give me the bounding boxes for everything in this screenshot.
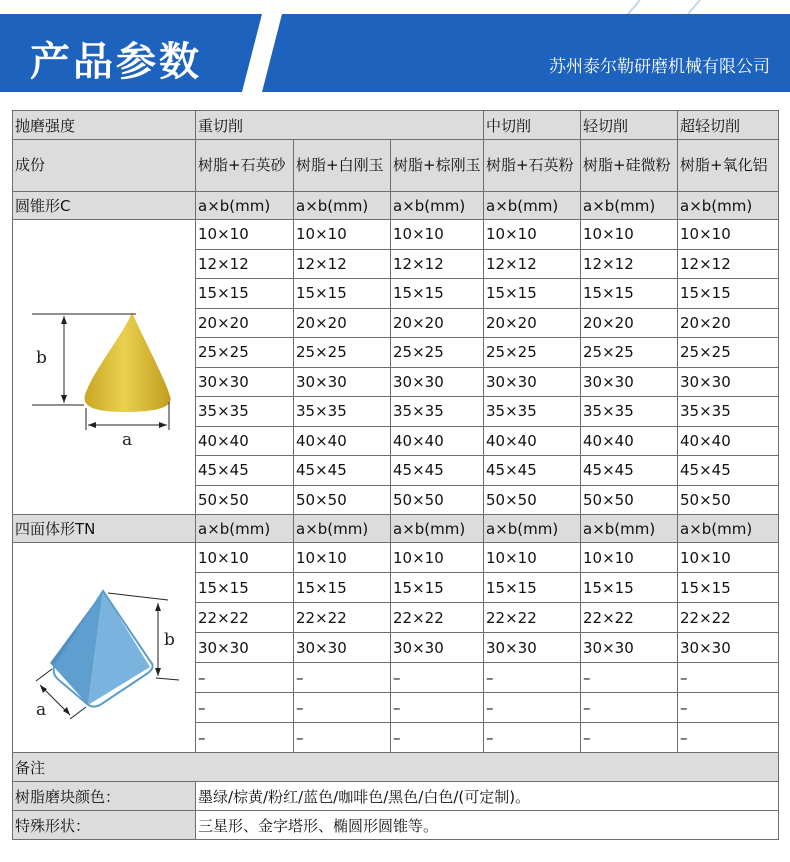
size-cell: 45×45 — [678, 456, 779, 486]
size-cell: 25×25 — [678, 338, 779, 368]
unit-cell: a×b(mm) — [196, 192, 294, 220]
cone-shape — [85, 312, 171, 412]
size-cell: 35×35 — [581, 397, 678, 427]
size-cell: 35×35 — [196, 397, 294, 427]
size-cell: 40×40 — [391, 426, 484, 456]
size-cell: 35×35 — [484, 397, 581, 427]
size-cell: 22×22 — [484, 603, 581, 633]
size-cell: 40×40 — [484, 426, 581, 456]
size-cell: 45×45 — [581, 456, 678, 486]
cone-dim-b: b — [36, 348, 47, 368]
size-cell: – — [391, 723, 484, 753]
size-cell: 30×30 — [484, 367, 581, 397]
size-cell: 35×35 — [391, 397, 484, 427]
size-cell: 30×30 — [294, 633, 391, 663]
size-cell: 35×35 — [678, 397, 779, 427]
cone-shape-label: 圆锥形C — [13, 192, 196, 220]
group-light: 轻切削 — [581, 111, 678, 140]
unit-cell: a×b(mm) — [678, 515, 779, 543]
size-cell: 12×12 — [581, 249, 678, 279]
size-cell: 30×30 — [581, 367, 678, 397]
size-cell: 15×15 — [294, 279, 391, 309]
size-cell: 15×15 — [391, 279, 484, 309]
size-cell: 15×15 — [581, 573, 678, 603]
top-decoration — [0, 0, 790, 14]
size-cell: 10×10 — [581, 220, 678, 250]
cone-diagram — [14, 220, 194, 510]
size-cell: – — [484, 693, 581, 723]
remarks-label: 备注 — [13, 753, 779, 782]
tetra-figure-cell — [13, 543, 196, 753]
size-cell: 22×22 — [196, 603, 294, 633]
size-cell: 40×40 — [196, 426, 294, 456]
size-cell: 20×20 — [678, 308, 779, 338]
cone-unit-row — [13, 192, 779, 220]
size-cell: 22×22 — [391, 603, 484, 633]
size-cell: 10×10 — [196, 220, 294, 250]
composition-label: 成份 — [13, 140, 196, 192]
tetra-dim-b: b — [164, 630, 175, 650]
material-cell: 树脂+氧化铝 — [678, 140, 779, 192]
size-cell: 30×30 — [196, 367, 294, 397]
group-ultralight: 超轻切削 — [678, 111, 779, 140]
size-cell: – — [294, 693, 391, 723]
size-cell: 22×22 — [678, 603, 779, 633]
size-cell: 20×20 — [581, 308, 678, 338]
size-cell: 12×12 — [294, 249, 391, 279]
size-cell: 30×30 — [196, 633, 294, 663]
size-cell: 30×30 — [294, 367, 391, 397]
size-cell: 40×40 — [581, 426, 678, 456]
size-cell: – — [196, 723, 294, 753]
company-name: 苏州泰尔勒研磨机械有限公司 — [549, 57, 770, 77]
size-cell: 30×30 — [484, 633, 581, 663]
size-cell: 35×35 — [294, 397, 391, 427]
tetra-size-rows — [13, 543, 779, 753]
size-cell: 10×10 — [678, 220, 779, 250]
size-cell: 40×40 — [678, 426, 779, 456]
size-cell: 20×20 — [391, 308, 484, 338]
size-cell: 30×30 — [391, 367, 484, 397]
size-cell: 25×25 — [391, 338, 484, 368]
intensity-label: 抛磨强度 — [13, 111, 196, 140]
color-label: 树脂磨块颜色： — [13, 782, 196, 811]
size-cell: – — [678, 723, 779, 753]
remarks-row — [13, 753, 779, 782]
page-title: 产品参数 — [30, 39, 202, 85]
size-cell: 15×15 — [391, 573, 484, 603]
unit-cell: a×b(mm) — [196, 515, 294, 543]
spec-table — [12, 110, 779, 840]
size-cell: 10×10 — [294, 220, 391, 250]
special-shape-row — [13, 811, 779, 840]
size-cell: 30×30 — [678, 633, 779, 663]
size-cell: 40×40 — [294, 426, 391, 456]
size-cell: 10×10 — [484, 543, 581, 573]
size-cell: 15×15 — [196, 573, 294, 603]
composition-row — [13, 140, 779, 192]
size-cell: 15×15 — [678, 573, 779, 603]
size-cell: – — [391, 693, 484, 723]
size-cell: 50×50 — [581, 485, 678, 515]
tetra-dim-a: a — [36, 700, 47, 720]
size-cell: 10×10 — [581, 543, 678, 573]
size-cell: 50×50 — [196, 485, 294, 515]
size-cell: – — [678, 663, 779, 693]
special-shape-label: 特殊形状： — [13, 811, 196, 840]
unit-cell: a×b(mm) — [391, 515, 484, 543]
tetra-unit-row — [13, 515, 779, 543]
size-cell: 10×10 — [391, 220, 484, 250]
unit-cell: a×b(mm) — [581, 192, 678, 220]
material-cell: 树脂+硅微粉 — [581, 140, 678, 192]
size-cell: 10×10 — [196, 543, 294, 573]
size-cell: 10×10 — [484, 220, 581, 250]
unit-cell: a×b(mm) — [678, 192, 779, 220]
size-cell: 22×22 — [581, 603, 678, 633]
cone-size-rows — [13, 220, 779, 515]
size-cell: 15×15 — [581, 279, 678, 309]
size-cell: – — [294, 723, 391, 753]
intensity-row — [13, 111, 779, 140]
group-medium: 中切削 — [484, 111, 581, 140]
size-cell: 25×25 — [196, 338, 294, 368]
material-cell: 树脂+石英砂 — [196, 140, 294, 192]
tetrahedron-diagram — [14, 543, 194, 748]
unit-cell: a×b(mm) — [391, 192, 484, 220]
size-cell: 12×12 — [391, 249, 484, 279]
size-cell: 12×12 — [196, 249, 294, 279]
size-cell: 30×30 — [391, 633, 484, 663]
size-cell: – — [391, 663, 484, 693]
material-cell: 树脂+棕刚玉 — [391, 140, 484, 192]
size-cell: 22×22 — [294, 603, 391, 633]
size-cell: 30×30 — [581, 633, 678, 663]
unit-cell: a×b(mm) — [484, 515, 581, 543]
size-cell: 10×10 — [294, 543, 391, 573]
cone-figure-cell — [13, 220, 196, 515]
size-cell: 15×15 — [294, 573, 391, 603]
size-cell: 25×25 — [484, 338, 581, 368]
color-row — [13, 782, 779, 811]
header-banner — [0, 14, 790, 92]
size-cell: 20×20 — [294, 308, 391, 338]
size-cell: – — [294, 663, 391, 693]
size-cell: 15×15 — [196, 279, 294, 309]
size-cell: 15×15 — [678, 279, 779, 309]
size-cell: 45×45 — [196, 456, 294, 486]
size-cell: – — [581, 663, 678, 693]
tetra-shape-label: 四面体形TN — [13, 515, 196, 543]
table-row — [13, 220, 779, 250]
size-cell: 20×20 — [484, 308, 581, 338]
size-cell: 25×25 — [581, 338, 678, 368]
size-cell: 50×50 — [391, 485, 484, 515]
size-cell: – — [196, 693, 294, 723]
size-cell: 50×50 — [294, 485, 391, 515]
material-cell: 树脂+白刚玉 — [294, 140, 391, 192]
unit-cell: a×b(mm) — [581, 515, 678, 543]
size-cell: 12×12 — [678, 249, 779, 279]
size-cell: – — [196, 663, 294, 693]
size-cell: 12×12 — [484, 249, 581, 279]
unit-cell: a×b(mm) — [294, 515, 391, 543]
size-cell: 50×50 — [678, 485, 779, 515]
material-cell: 树脂+石英粉 — [484, 140, 581, 192]
unit-cell: a×b(mm) — [484, 192, 581, 220]
size-cell: 45×45 — [484, 456, 581, 486]
size-cell: 30×30 — [678, 367, 779, 397]
size-cell: 20×20 — [196, 308, 294, 338]
size-cell: 45×45 — [294, 456, 391, 486]
size-cell: – — [581, 723, 678, 753]
size-cell: 10×10 — [678, 543, 779, 573]
size-cell: 45×45 — [391, 456, 484, 486]
size-cell: 10×10 — [391, 543, 484, 573]
size-cell: 50×50 — [484, 485, 581, 515]
size-cell: 15×15 — [484, 279, 581, 309]
size-cell: – — [581, 693, 678, 723]
special-shape-value: 三星形、金字塔形、椭圆形圆锥等。 — [196, 811, 779, 840]
size-cell: 15×15 — [484, 573, 581, 603]
color-value: 墨绿/棕黄/粉红/蓝色/咖啡色/黑色/白色/(可定制)。 — [196, 782, 779, 811]
cone-dim-a: a — [122, 430, 133, 450]
size-cell: – — [484, 723, 581, 753]
group-heavy: 重切削 — [196, 111, 484, 140]
table-row — [13, 543, 779, 573]
size-cell: 25×25 — [294, 338, 391, 368]
size-cell: – — [678, 693, 779, 723]
size-cell: – — [484, 663, 581, 693]
unit-cell: a×b(mm) — [294, 192, 391, 220]
